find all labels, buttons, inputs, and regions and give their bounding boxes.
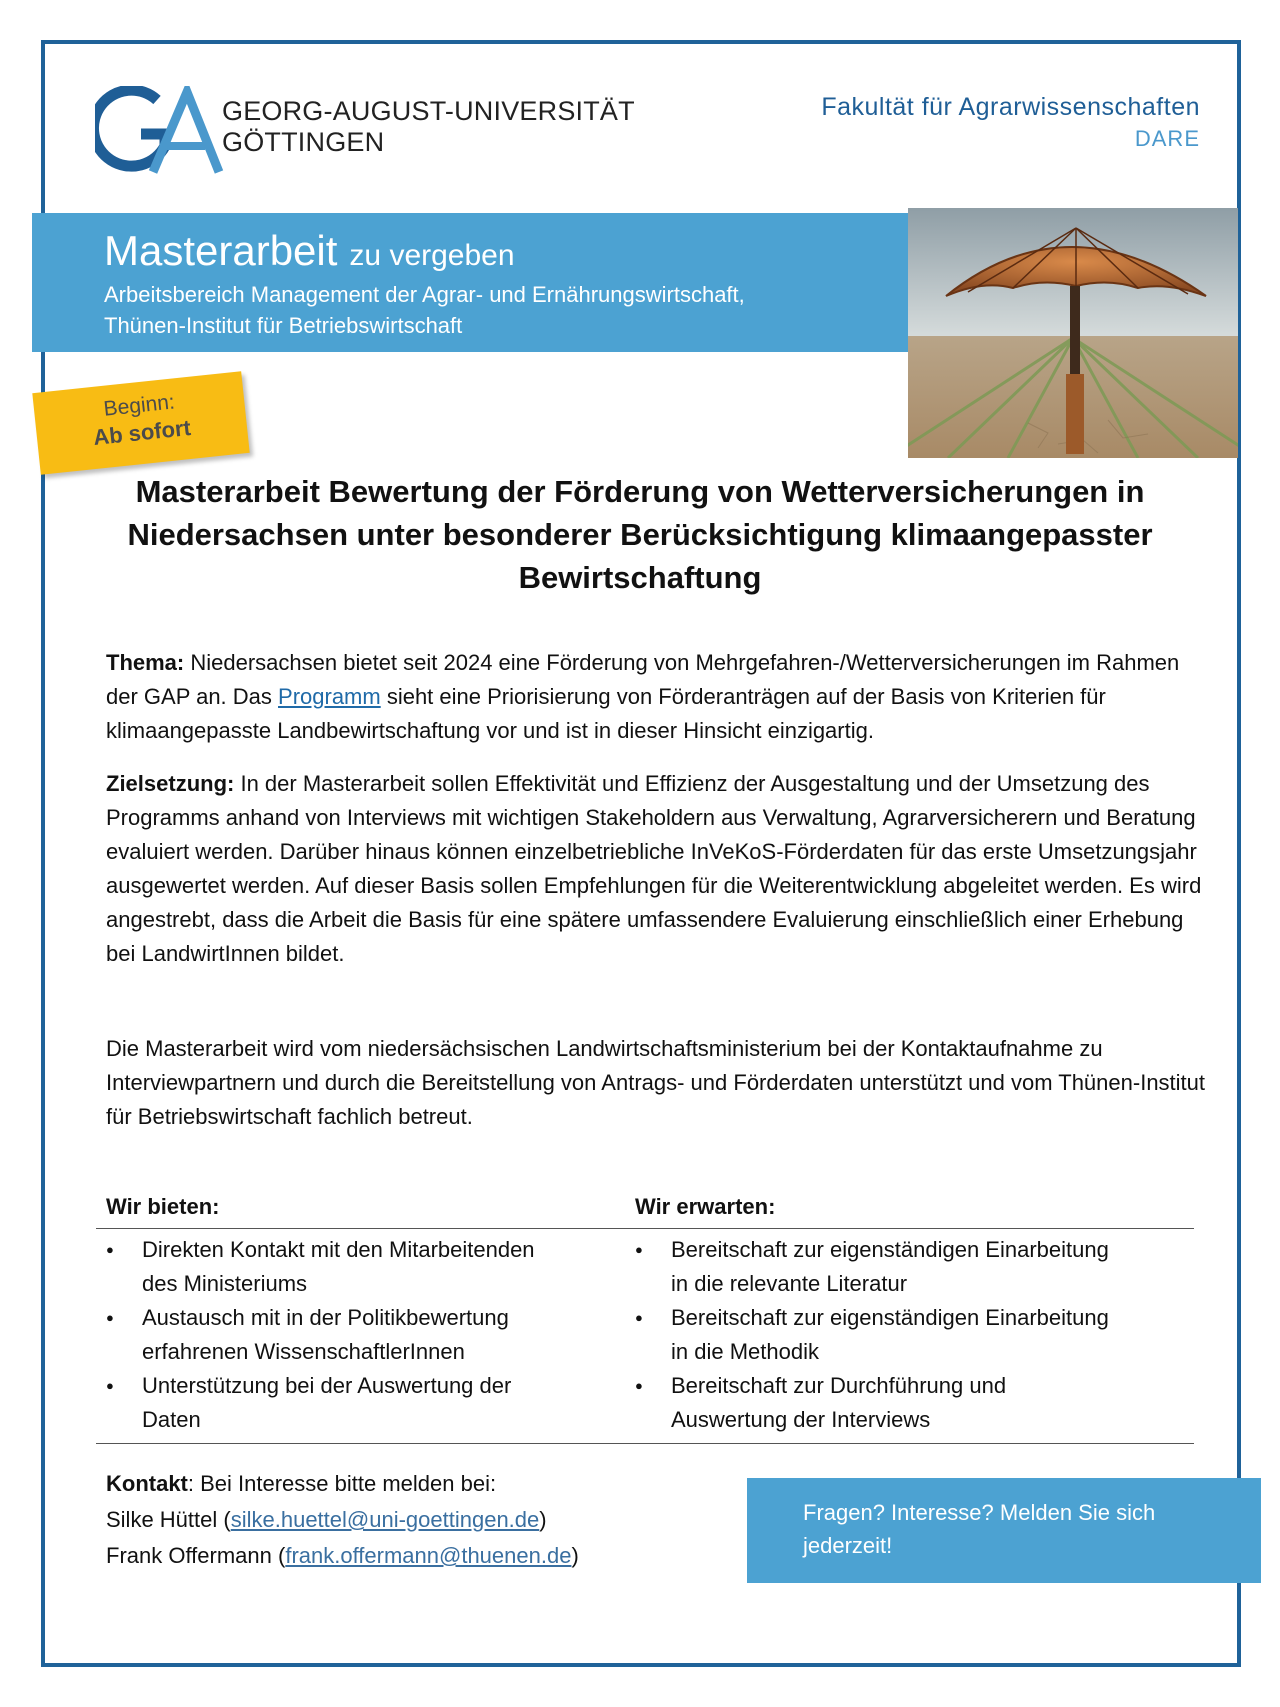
list-item: ● Austausch mit in der Politikbewertung erfahrenen WissenschaftlerInnen bbox=[96, 1301, 616, 1369]
contact-intro: : Bei Interesse bitte melden bei: bbox=[187, 1471, 497, 1496]
questions-callout bbox=[747, 1478, 1261, 1583]
banner-subtitle bbox=[104, 279, 912, 341]
list-item: ● Unterstützung bei der Auswertung der Daten bbox=[96, 1369, 616, 1437]
thema-paragraph bbox=[106, 646, 1206, 748]
department-name: DARE bbox=[1134, 126, 1200, 151]
headline-line3: Bewirtschaftung bbox=[518, 560, 762, 595]
headline-line2: Niedersachsen unter besonderer Berücksichtigung klimaangepasster bbox=[127, 517, 1153, 552]
list-item: ● Bereitschaft zur Durchführung und Auswertung der Interviews bbox=[625, 1369, 1185, 1437]
university-name bbox=[222, 96, 635, 158]
person2-email-link[interactable]: frank.offermann@thuenen.de bbox=[285, 1543, 572, 1568]
sticky-label: Beginn: bbox=[102, 390, 176, 421]
zielsetzung-paragraph bbox=[106, 767, 1206, 971]
sticky-value: Ab sofort bbox=[92, 414, 192, 450]
faculty-block bbox=[821, 93, 1200, 152]
offer-expectation-table bbox=[96, 1192, 1194, 1444]
contact-block bbox=[106, 1466, 579, 1574]
callout-line1: Fragen? Interesse? Melden Sie sich bbox=[803, 1500, 1156, 1525]
support-paragraph bbox=[106, 1032, 1206, 1134]
thesis-headline bbox=[100, 470, 1180, 599]
umbrella-field-photo bbox=[908, 208, 1238, 458]
banner-title-line bbox=[104, 227, 912, 275]
zielsetzung-text: In der Masterarbeit sollen Effektivität und Effizienz der Ausgestaltung und der Umsetzung des Programms anhand von Interviews mit wichtigen Stakeholdern aus Verwaltung, Agrarversicherern und Beratung evaluiert werden. Darüber hinaus können einzelbetriebliche InVeKoS-Förderdaten für das erste Umsetzungsjahr ausgewertet werden. Auf dieser Basis sollen Empfehlungen für die Weiterentwicklung abgeleitet werden. Es wird angestrebt, dass die Arbeit die Basis für eine spätere umfassendere Evaluierung einschließlich einer Erhebung bei LandwirtInnen bildet. bbox=[106, 771, 1202, 966]
support-text: Die Masterarbeit wird vom niedersächsischen Landwirtschaftsministerium bei der Kontaktaufnahme zu Interviewpartnern und durch die Bereitstellung von Antrags- und Förderdaten unterstützt und vom Thünen-Institut für Betriebswirtschaft fachlich betreut. bbox=[106, 1036, 1206, 1129]
list-item: ● Bereitschaft zur eigenständigen Einarbeitung in die Methodik bbox=[625, 1301, 1185, 1369]
university-name-line1: GEORG-AUGUST-UNIVERSITÄT bbox=[222, 96, 635, 126]
person1-email-link[interactable]: silke.huettel@uni-goettingen.de bbox=[230, 1507, 540, 1532]
wir-erwarten-list bbox=[625, 1233, 1185, 1437]
programm-link[interactable]: Programm bbox=[278, 684, 381, 709]
banner-subtitle-line2: Thünen-Institut für Betriebswirtschaft bbox=[104, 313, 463, 338]
university-logo bbox=[95, 86, 225, 176]
person2-name: Frank Offermann ( bbox=[106, 1543, 286, 1568]
title-banner bbox=[32, 213, 912, 352]
faculty-name: Fakultät für Agrarwissenschaften bbox=[821, 93, 1200, 121]
thema-text-after: sieht eine Priorisierung von Förderanträgen auf der Basis von Kriterien für klimaangepasste Landbewirtschaftung vor und ist in dieser Hinsicht einzigartig. bbox=[106, 684, 1106, 743]
wir-bieten-list bbox=[96, 1233, 616, 1437]
list-item: ● Direkten Kontakt mit den Mitarbeitenden des Ministeriums bbox=[96, 1233, 616, 1301]
list-item: ● Bereitschaft zur eigenständigen Einarbeitung in die relevante Literatur bbox=[625, 1233, 1185, 1301]
banner-title: Masterarbeit bbox=[104, 227, 338, 274]
thema-text-before: Niedersachsen bietet seit 2024 eine Förderung von Mehrgefahren-/Wetterversicherungen im Rahmen der GAP an. Das bbox=[106, 650, 1180, 709]
close-paren: ) bbox=[539, 1507, 547, 1532]
close-paren: ) bbox=[571, 1543, 579, 1568]
person1-name: Silke Hüttel ( bbox=[106, 1507, 231, 1532]
wir-bieten-header: Wir bieten: bbox=[106, 1194, 220, 1219]
university-name-line2: GÖTTINGEN bbox=[222, 127, 385, 157]
contact-label: Kontakt bbox=[106, 1471, 188, 1496]
zielsetzung-label: Zielsetzung: bbox=[106, 771, 235, 796]
callout-line2: jederzeit! bbox=[803, 1533, 893, 1558]
wir-erwarten-header: Wir erwarten: bbox=[635, 1194, 776, 1219]
banner-subtitle-line1: Arbeitsbereich Management der Agrar- und Ernährungswirtschaft, bbox=[104, 282, 745, 307]
table-body bbox=[96, 1229, 1194, 1444]
thema-label: Thema: bbox=[106, 650, 185, 675]
headline-line1: Masterarbeit Bewertung der Förderung von Wetterversicherungen in bbox=[135, 474, 1145, 509]
table-header bbox=[96, 1192, 1194, 1229]
banner-title-suffix: zu vergeben bbox=[349, 239, 515, 272]
